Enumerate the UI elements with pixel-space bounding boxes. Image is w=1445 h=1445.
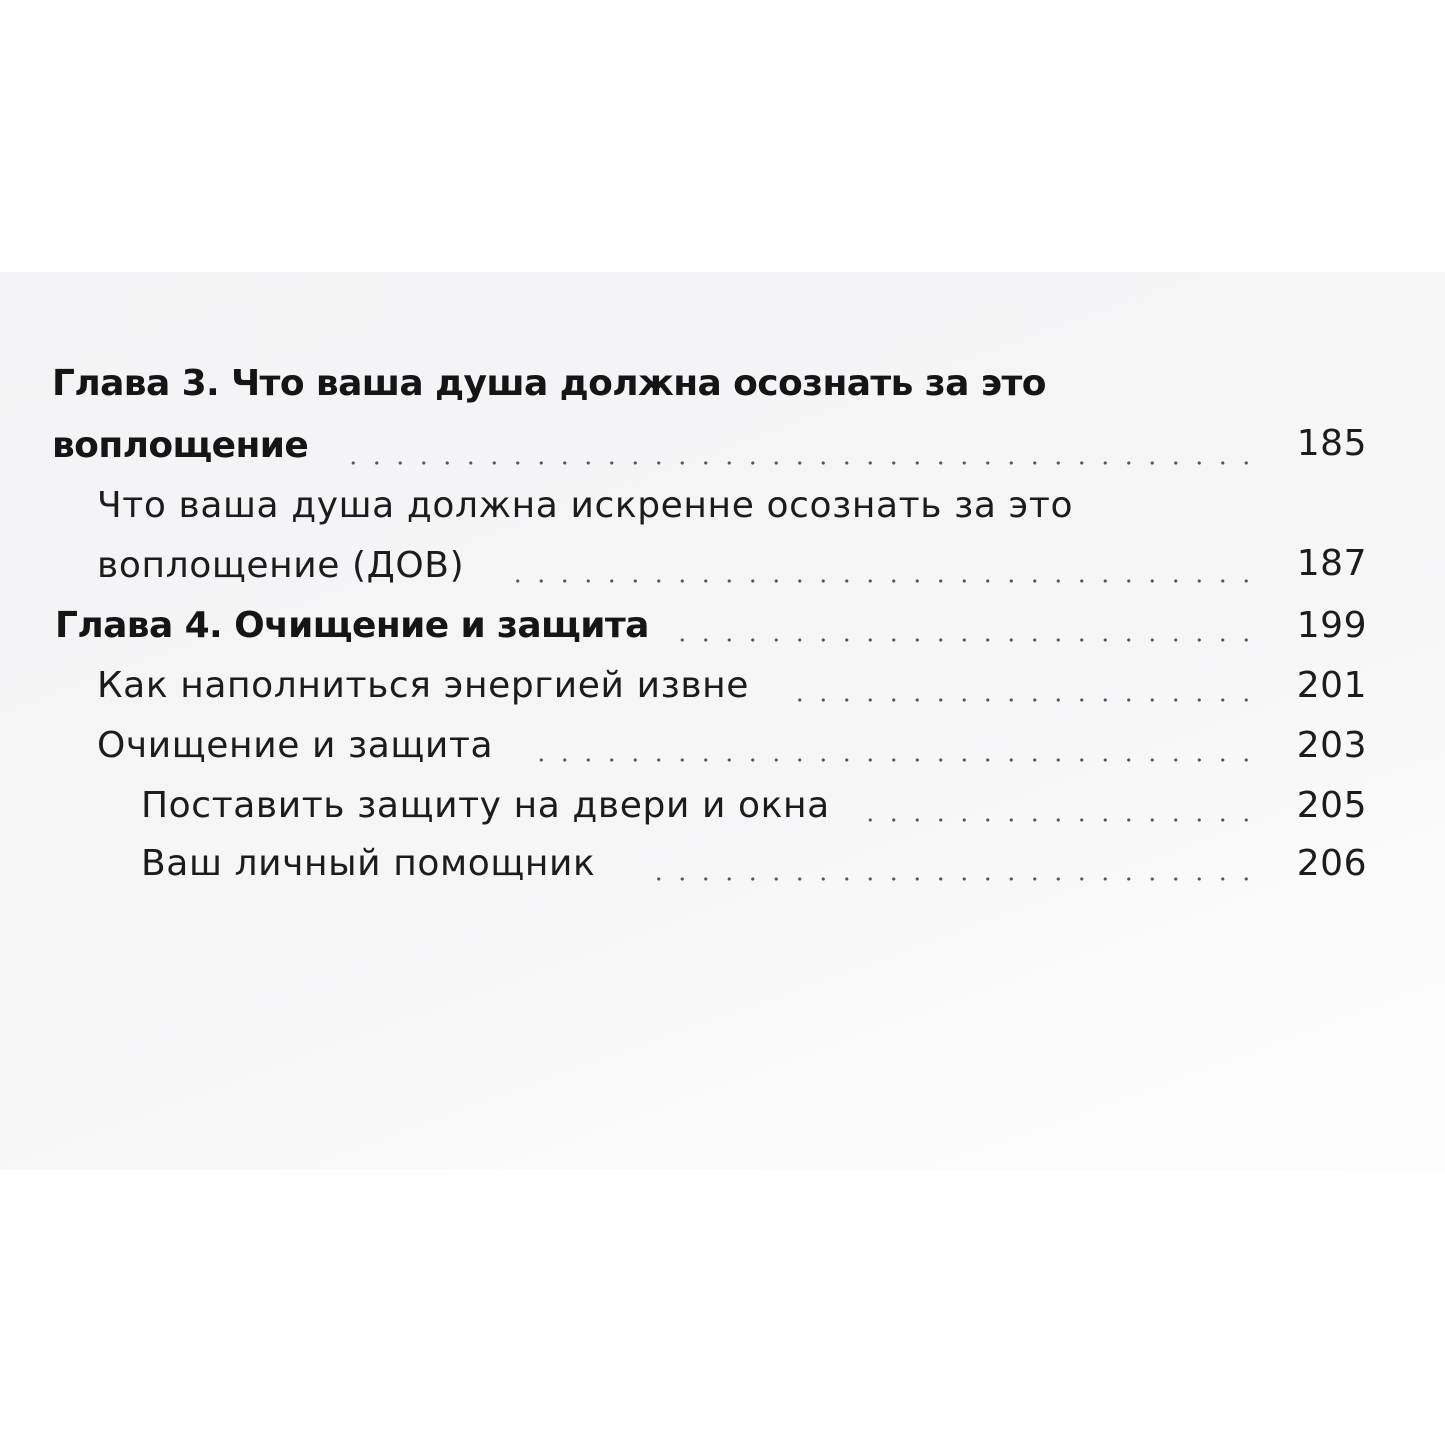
toc-page-number: 187	[1296, 543, 1367, 584]
toc-entry-title-line: Как наполниться энергией извне	[97, 665, 750, 706]
dot-leader	[640, 876, 1258, 882]
toc-entry-title-line: воплощение	[52, 425, 309, 466]
toc-entry-title-line: Глава 4. Очищение и защита	[55, 605, 649, 646]
toc-entry-title-line: воплощение (ДОВ)	[97, 545, 465, 586]
toc-page-number: 203	[1296, 725, 1367, 766]
toc-page-number: 201	[1296, 665, 1367, 706]
dot-leader	[670, 637, 1258, 643]
toc-page-number: 206	[1296, 843, 1367, 884]
toc-page-number: 205	[1296, 785, 1367, 826]
toc-entry-title-line: Ваш личный помощник	[141, 843, 596, 884]
dot-leader	[500, 578, 1258, 584]
toc-entry-title-line: Поставить защиту на двери и окна	[141, 785, 830, 826]
toc-page-number: 199	[1296, 605, 1367, 646]
dot-leader	[860, 817, 1258, 823]
toc-page-number: 185	[1296, 423, 1367, 464]
dot-leader	[790, 697, 1258, 703]
dot-leader	[520, 757, 1258, 763]
book-page	[0, 272, 1445, 1170]
toc-entry-title-line: Что ваша душа должна искренне осознать за это	[97, 485, 1074, 526]
dot-leader	[340, 460, 1258, 466]
toc-entry-title-line: Очищение и защита	[97, 725, 494, 766]
toc-entry-title-line: Глава 3. Что ваша душа должна осознать за это	[52, 363, 1046, 404]
